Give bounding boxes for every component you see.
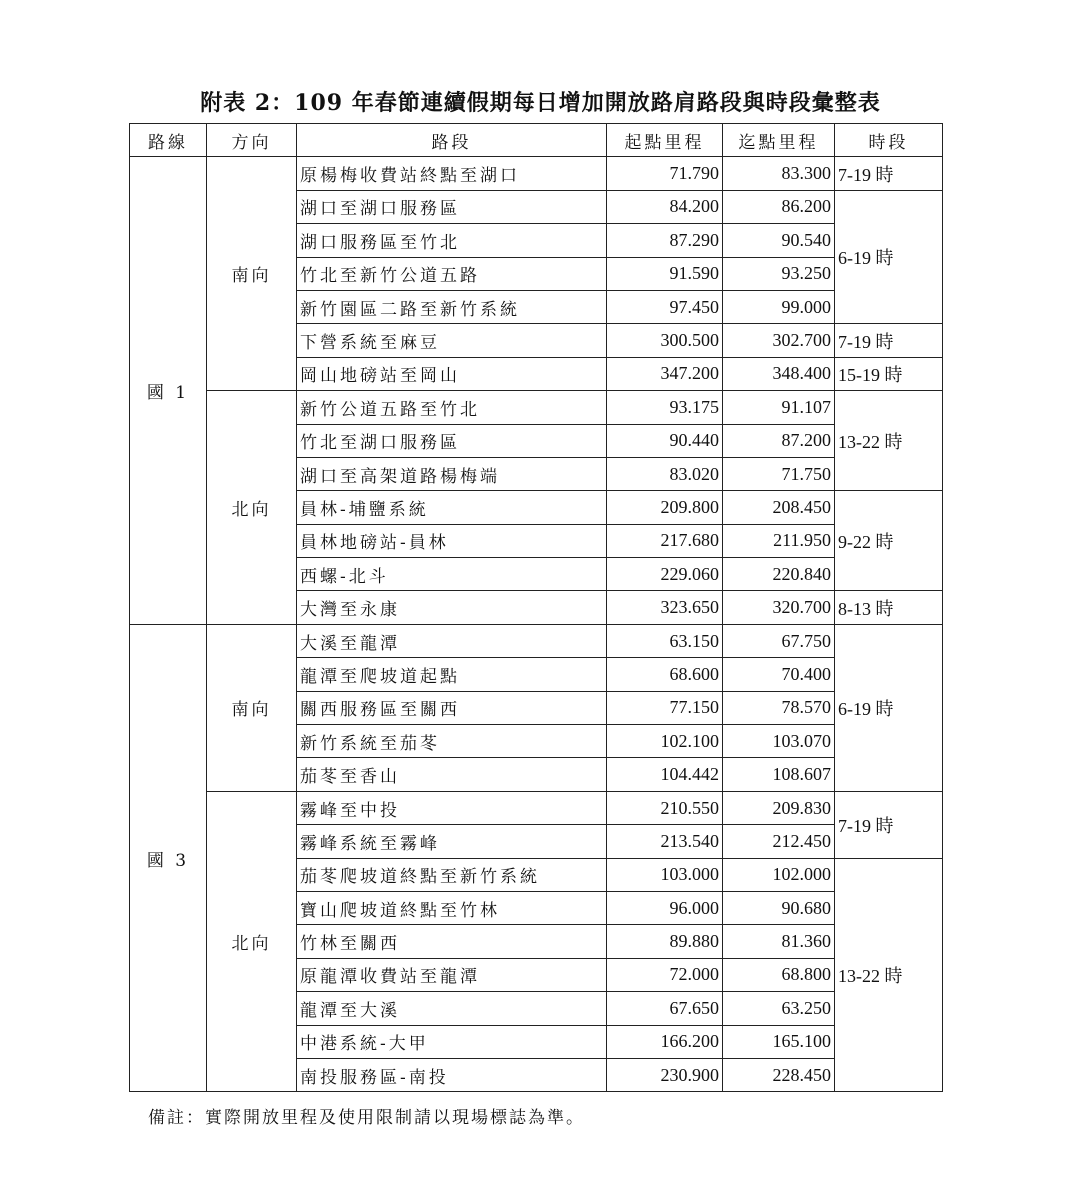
- start-cell: 72.000: [607, 958, 723, 991]
- segment-cell: 大溪至龍潭: [297, 624, 607, 657]
- header-segment: 路段: [297, 124, 607, 157]
- segment-cell: 下營系統至麻豆: [297, 324, 607, 357]
- segment-cell: 龍潭至大溪: [297, 992, 607, 1025]
- table-row: [130, 157, 943, 190]
- end-cell: 302.700: [723, 324, 835, 357]
- start-cell: 323.650: [607, 591, 723, 624]
- table-row: [130, 791, 943, 824]
- end-cell: 63.250: [723, 992, 835, 1025]
- end-cell: 99.000: [723, 290, 835, 323]
- end-cell: 68.800: [723, 958, 835, 991]
- end-cell: 83.300: [723, 157, 835, 190]
- end-cell: 90.680: [723, 891, 835, 924]
- direction-cell: 南向: [207, 157, 297, 391]
- table-title: 附表 2：109 年春節連續假期每日增加開放路肩路段與時段彙整表: [200, 90, 881, 116]
- start-cell: 77.150: [607, 691, 723, 724]
- end-cell: 87.200: [723, 424, 835, 457]
- start-cell: 217.680: [607, 524, 723, 557]
- segment-cell: 大灣至永康: [297, 591, 607, 624]
- segment-cell: 茄苳至香山: [297, 758, 607, 791]
- route-cell: 國 3: [130, 624, 207, 1091]
- segment-cell: 員林-埔鹽系統: [297, 491, 607, 524]
- start-cell: 71.790: [607, 157, 723, 190]
- end-cell: 103.070: [723, 725, 835, 758]
- time-cell: 6-19 時: [835, 624, 943, 791]
- segment-cell: 竹北至湖口服務區: [297, 424, 607, 457]
- end-cell: 228.450: [723, 1058, 835, 1091]
- time-cell: 7-19 時: [835, 324, 943, 357]
- segment-cell: 寶山爬坡道終點至竹林: [297, 891, 607, 924]
- end-cell: 67.750: [723, 624, 835, 657]
- header-time: 時段: [835, 124, 943, 157]
- start-cell: 63.150: [607, 624, 723, 657]
- start-cell: 300.500: [607, 324, 723, 357]
- segment-cell: 西螺-北斗: [297, 558, 607, 591]
- start-cell: 89.880: [607, 925, 723, 958]
- segment-cell: 湖口服務區至竹北: [297, 224, 607, 257]
- segment-cell: 竹林至關西: [297, 925, 607, 958]
- start-cell: 91.590: [607, 257, 723, 290]
- header-row: [130, 124, 943, 157]
- start-cell: 347.200: [607, 357, 723, 390]
- end-cell: 108.607: [723, 758, 835, 791]
- start-cell: 213.540: [607, 825, 723, 858]
- end-cell: 209.830: [723, 791, 835, 824]
- start-cell: 103.000: [607, 858, 723, 891]
- segment-cell: 龍潭至爬坡道起點: [297, 658, 607, 691]
- end-cell: 212.450: [723, 825, 835, 858]
- direction-cell: 北向: [207, 791, 297, 1092]
- segment-cell: 岡山地磅站至岡山: [297, 357, 607, 390]
- end-cell: 211.950: [723, 524, 835, 557]
- header-end: 迄點里程: [723, 124, 835, 157]
- start-cell: 97.450: [607, 290, 723, 323]
- segment-cell: 中港系統-大甲: [297, 1025, 607, 1058]
- direction-cell: 南向: [207, 624, 297, 791]
- segment-cell: 新竹系統至茄苳: [297, 725, 607, 758]
- header-route: 路線: [130, 124, 207, 157]
- end-cell: 71.750: [723, 457, 835, 490]
- end-cell: 90.540: [723, 224, 835, 257]
- end-cell: 220.840: [723, 558, 835, 591]
- direction-cell: 北向: [207, 391, 297, 625]
- end-cell: 86.200: [723, 190, 835, 223]
- start-cell: 102.100: [607, 725, 723, 758]
- header-direction: 方向: [207, 124, 297, 157]
- start-cell: 84.200: [607, 190, 723, 223]
- segment-cell: 湖口至湖口服務區: [297, 190, 607, 223]
- end-cell: 70.400: [723, 658, 835, 691]
- time-cell: 8-13 時: [835, 591, 943, 624]
- end-cell: 78.570: [723, 691, 835, 724]
- time-cell: 15-19 時: [835, 357, 943, 390]
- end-cell: 91.107: [723, 391, 835, 424]
- end-cell: 81.360: [723, 925, 835, 958]
- start-cell: 93.175: [607, 391, 723, 424]
- end-cell: 320.700: [723, 591, 835, 624]
- table-row: [130, 624, 943, 657]
- route-cell: 國 1: [130, 157, 207, 624]
- segment-cell: 新竹公道五路至竹北: [297, 391, 607, 424]
- start-cell: 209.800: [607, 491, 723, 524]
- segment-cell: 湖口至高架道路楊梅端: [297, 457, 607, 490]
- end-cell: 348.400: [723, 357, 835, 390]
- end-cell: 165.100: [723, 1025, 835, 1058]
- segment-cell: 茄苳爬坡道終點至新竹系統: [297, 858, 607, 891]
- start-cell: 229.060: [607, 558, 723, 591]
- start-cell: 90.440: [607, 424, 723, 457]
- start-cell: 104.442: [607, 758, 723, 791]
- segment-cell: 南投服務區-南投: [297, 1058, 607, 1091]
- time-cell: 13-22 時: [835, 391, 943, 491]
- start-cell: 96.000: [607, 891, 723, 924]
- start-cell: 87.290: [607, 224, 723, 257]
- segment-cell: 關西服務區至關西: [297, 691, 607, 724]
- header-start: 起點里程: [607, 124, 723, 157]
- time-cell: 6-19 時: [835, 190, 943, 324]
- time-cell: 7-19 時: [835, 157, 943, 190]
- segment-cell: 霧峰至中投: [297, 791, 607, 824]
- footnote: 備註：實際開放里程及使用限制請以現場標誌為準。: [148, 1108, 585, 1128]
- segment-cell: 員林地磅站-員林: [297, 524, 607, 557]
- time-cell: 7-19 時: [835, 791, 943, 858]
- start-cell: 67.650: [607, 992, 723, 1025]
- segment-cell: 原楊梅收費站終點至湖口: [297, 157, 607, 190]
- end-cell: 208.450: [723, 491, 835, 524]
- segment-cell: 霧峰系統至霧峰: [297, 825, 607, 858]
- segment-cell: 原龍潭收費站至龍潭: [297, 958, 607, 991]
- start-cell: 68.600: [607, 658, 723, 691]
- segment-cell: 竹北至新竹公道五路: [297, 257, 607, 290]
- start-cell: 230.900: [607, 1058, 723, 1091]
- start-cell: 83.020: [607, 457, 723, 490]
- time-cell: 13-22 時: [835, 858, 943, 1092]
- start-cell: 166.200: [607, 1025, 723, 1058]
- end-cell: 93.250: [723, 257, 835, 290]
- table-row: [130, 391, 943, 424]
- road-shoulder-table: [129, 123, 943, 1092]
- end-cell: 102.000: [723, 858, 835, 891]
- segment-cell: 新竹園區二路至新竹系統: [297, 290, 607, 323]
- time-cell: 9-22 時: [835, 491, 943, 591]
- start-cell: 210.550: [607, 791, 723, 824]
